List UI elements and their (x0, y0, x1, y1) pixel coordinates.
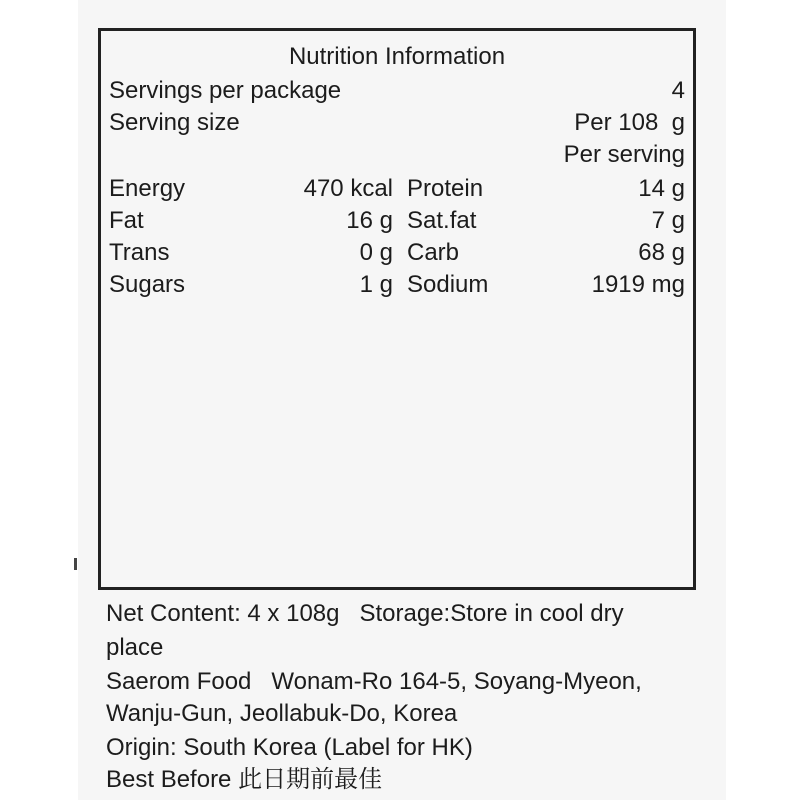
origin-line: Origin: South Korea (Label for HK) (106, 734, 473, 761)
per-serving-label: Per serving (563, 141, 685, 168)
servings-per-package-row (109, 75, 685, 107)
nutrient-name-carb: Carb (407, 239, 460, 266)
servings-per-package-value: 4 (671, 77, 685, 104)
servings-per-package-label: Servings per package (109, 77, 342, 104)
serving-size-row (109, 107, 685, 139)
serving-size-value: Per 108 g (574, 109, 685, 136)
nutrient-name-satfat: Sat.fat (407, 207, 477, 234)
panel-title: Nutrition Information (288, 43, 506, 70)
nutrient-name-sugars: Sugars (109, 271, 186, 298)
nutrient-value-protein: 14 g (638, 175, 685, 202)
nutrient-value-fat: 16 g (346, 207, 393, 234)
serving-size-label: Serving size (109, 109, 240, 136)
nutrient-name-trans: Trans (109, 239, 170, 266)
nutrition-panel (98, 28, 696, 590)
nutrient-value-carb: 68 g (638, 239, 685, 266)
address-continued-line: Wanju-Gun, Jeollabuk-Do, Korea (106, 700, 458, 727)
nutrient-value-satfat: 7 g (651, 207, 685, 234)
per-serving-row (109, 139, 685, 171)
storage-continued-line: place (106, 634, 164, 661)
nutrient-name-protein: Protein (407, 175, 484, 202)
nutrient-name-fat: Fat (109, 207, 144, 234)
best-before-line: Best Before 此日期前最佳 (106, 766, 383, 793)
nutrient-value-sugars: 1 g (359, 271, 393, 298)
label-edge-mark (74, 558, 77, 570)
nutrient-name-sodium: Sodium (407, 271, 489, 298)
nutrient-value-trans: 0 g (359, 239, 393, 266)
nutrient-name-energy: Energy (109, 175, 186, 202)
nutrient-value-energy: 470 kcal (303, 175, 393, 202)
manufacturer-address-line: Saerom Food Wonam-Ro 164-5, Soyang-Myeon, (106, 668, 642, 695)
net-content-storage-line: Net Content: 4 x 108g Storage:Store in cool dry (106, 600, 624, 627)
nutrient-value-sodium: 1919 mg (591, 271, 685, 298)
